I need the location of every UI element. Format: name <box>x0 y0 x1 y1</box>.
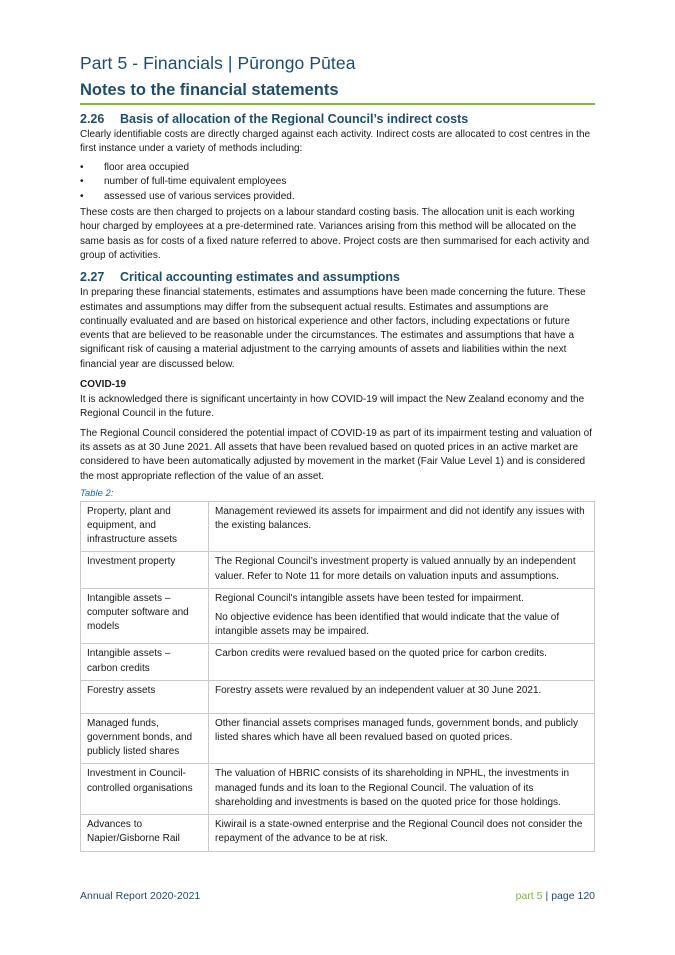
row-label: Investment property <box>81 552 209 588</box>
footer-page-ref <box>516 890 595 902</box>
row-text <box>209 588 595 644</box>
assets-impairment-table <box>80 501 595 852</box>
list-item: • number of full-time equivalent employees <box>80 175 595 190</box>
row-paragraph: Other financial assets comprises managed funds, government bonds, and publicly listed shares which have all been revalued based on quoted prices. <box>215 717 578 744</box>
document-page <box>80 52 595 852</box>
section-2-27-heading <box>80 269 595 285</box>
table-row <box>81 680 595 713</box>
row-label: Forestry assets <box>81 680 209 713</box>
table-row <box>81 588 595 644</box>
row-label: Managed funds, government bonds, and publicly listed shares <box>81 713 209 764</box>
row-label: Intangible assets – carbon credits <box>81 644 209 680</box>
row-text <box>209 764 595 815</box>
covid-paragraph-1: It is acknowledged there is significant uncertainty in how COVID-19 will impact the New Zealand economy and the Regional Council in the future. <box>80 394 585 420</box>
section-2-27-title: Critical accounting estimates and assumptions <box>120 270 400 285</box>
section-2-26-intro: Clearly identifiable costs are directly charged against each activity. Indirect costs are allocated to cost centres in the first instance under a variety of methods including: <box>80 129 591 155</box>
row-text <box>209 713 595 764</box>
row-label: Advances to Napier/Gisborne Rail <box>81 815 209 851</box>
row-text <box>209 501 595 552</box>
section-2-26-outro: These costs are then charged to projects on a labour standard costing basis. The allocation unit is each working hour charged by employees at a pre-determined rate. Variances arising from this method will be allocated on the same basis as for costs of a fixed nature referred to above. Project costs are then summarised for each activity and group of activities. <box>80 207 590 261</box>
list-item: • assessed use of various services provided. <box>80 190 595 205</box>
table-row <box>81 501 595 552</box>
row-paragraph: Kiwirail is a state-owned enterprise and the Regional Council does not consider the repayment of the advance to be at risk. <box>215 819 583 845</box>
row-paragraph: No objective evidence has been identified that would indicate that the value of intangible assets may be impaired. <box>215 612 560 638</box>
row-paragraph: Regional Council's intangible assets have been tested for impairment. <box>215 592 524 604</box>
row-paragraph: The Regional Council’s investment property is valued annually by an independent valuer. Refer to Note 11 for more details on valuation inputs and assumptions. <box>215 556 576 582</box>
notes-title: Notes to the financial statements <box>80 80 595 105</box>
footer-page-number: page 120 <box>551 890 595 902</box>
row-paragraph: Carbon credits were revalued based on the quoted price for carbon credits. <box>215 648 547 660</box>
row-paragraph: The valuation of HBRIC consists of its shareholding in NPHL, the investments in managed funds and its loan to the Regional Council. The valuation of its shareholding and investments is based on the quoted price for those holdings. <box>215 768 570 808</box>
table-row <box>81 644 595 680</box>
section-2-27-intro: In preparing these financial statements, estimates and assumptions have been made concerning the future. These estimates and assumptions may differ from the subsequent actual results. Estimates and assumptions are continually evaluated and are based on historical experience and other factors, including expectations or future events that are believed to be reasonable under the circumstances. The estimates and assumptions that have a significant risk of causing a material adjustment to the carrying amounts of assets and liabilities within the next financial year are discussed below. <box>80 287 586 370</box>
row-paragraph: Forestry assets were revalued by an independent valuer at 30 June 2021. <box>215 684 542 696</box>
row-label: Property, plant and equipment, and infrastructure assets <box>81 501 209 552</box>
row-text <box>209 815 595 851</box>
section-2-26-number: 2.26 <box>80 112 105 126</box>
row-paragraph: Management reviewed its assets for impairment and did not identify any issues with the existing balances. <box>215 505 585 532</box>
row-text <box>209 644 595 680</box>
footer-separator: | <box>545 890 549 902</box>
table-row <box>81 713 595 764</box>
section-2-26-title: Basis of allocation of the Regional Council’s indirect costs <box>120 112 469 126</box>
table-row <box>81 764 595 815</box>
section-2-26-heading <box>80 111 595 127</box>
row-label: Intangible assets – computer software and models <box>81 588 209 644</box>
covid-heading: COVID-19 <box>80 379 127 391</box>
table-caption: Table 2: <box>80 487 114 499</box>
section-2-27-number: 2.27 <box>80 270 105 285</box>
table-row <box>81 552 595 588</box>
row-label: Investment in Council-controlled organisations <box>81 764 209 815</box>
allocation-methods-list <box>80 161 595 205</box>
part-title: Part 5 - Financials | Pūrongo Pūtea <box>80 53 356 73</box>
list-item: • floor area occupied <box>80 161 595 176</box>
row-text <box>209 680 595 713</box>
table-row <box>81 815 595 851</box>
footer-report-title: Annual Report 2020-2021 <box>80 890 201 902</box>
covid-paragraph-2: The Regional Council considered the potential impact of COVID-19 as part of its impairment testing and valuation of its assets as at 30 June 2021. All assets that have been revalued based on quoted prices in an active market are considered to have been automatically adjusted by movement in the market (Fair Value Level 1) and is considered the most appropriate reflection of the value of an asset. <box>80 427 592 482</box>
footer-part: part 5 <box>515 890 543 902</box>
row-text <box>209 552 595 588</box>
